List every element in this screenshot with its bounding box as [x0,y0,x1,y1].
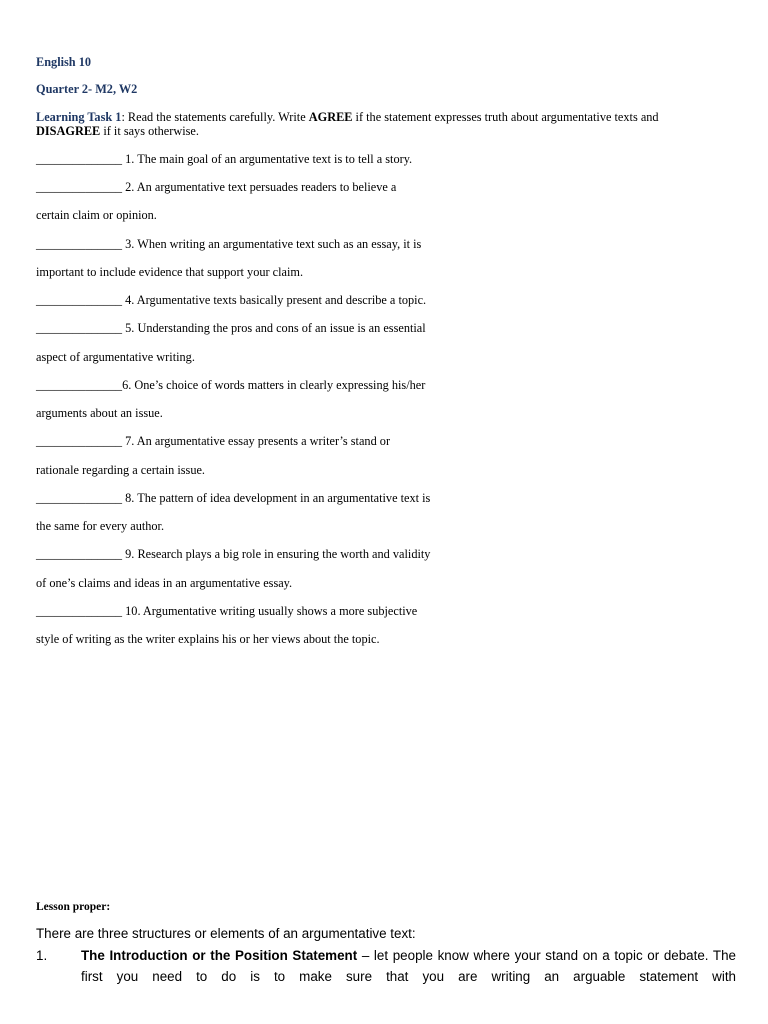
item-8-line-1: ______________ 8. The pattern of idea development in an argumentative text is [36,491,431,505]
learning-task-instructions [36,110,696,138]
disagree-keyword: DISAGREE [36,124,101,138]
agree-keyword: AGREE [308,110,353,124]
subject-heading: English 10 [36,55,92,69]
learning-task-label: Learning Task 1 [36,110,122,124]
item-2-line-1: ______________ 2. An argumentative text persuades readers to believe a [36,180,397,194]
task-intro-c: if it says otherwise. [100,124,199,138]
item-10-line-1: ______________ 10. Argumentative writing usually shows a more subjective [36,604,418,618]
item-4-line-1: ______________ 4. Argumentative texts basically present and describe a topic. [36,293,427,307]
item-9-line-2: of one’s claims and ideas in an argumentative essay. [36,576,293,590]
task-intro-a: : Read the statements carefully. Write [121,110,309,124]
item-5-line-2: aspect of argumentative writing. [36,350,195,364]
item-2-line-2: certain claim or opinion. [36,208,157,222]
lesson-intro: There are three structures or elements of an argumentative text: [36,926,416,941]
structure-item-text: – let people know where your stand on a topic or debate. The first you need to do is to make sure that you are writing an arguable statement with [81,948,736,984]
item-1-line-1: ______________ 1. The main goal of an argumentative text is to tell a story. [36,152,413,166]
lesson-proper-label: Lesson proper: [36,901,111,913]
item-6-line-2: arguments about an issue. [36,406,163,420]
structure-item-body [81,945,736,987]
structure-item-title: The Introduction or the Position Statement [81,948,358,963]
structure-item-number: 1. [36,948,48,963]
quarter-heading: Quarter 2- M2, W2 [36,82,138,96]
item-10-line-2: style of writing as the writer explains his or her views about the topic. [36,632,380,646]
item-5-line-1: ______________ 5. Understanding the pros and cons of an issue is an essential [36,321,426,335]
item-3-line-1: ______________ 3. When writing an argumentative text such as an essay, it is [36,237,422,251]
item-9-line-1: ______________ 9. Research plays a big role in ensuring the worth and validity [36,547,431,561]
item-7-line-1: ______________ 7. An argumentative essay presents a writer’s stand or [36,434,391,448]
item-3-line-2: important to include evidence that support your claim. [36,265,304,279]
structure-item-1 [36,945,736,987]
item-6-line-1: ______________6. One’s choice of words matters in clearly expressing his/her [36,378,426,392]
item-7-line-2: rationale regarding a certain issue. [36,463,206,477]
item-8-line-2: the same for every author. [36,519,165,533]
task-intro-b: if the statement expresses truth about argumentative texts and [352,110,659,124]
